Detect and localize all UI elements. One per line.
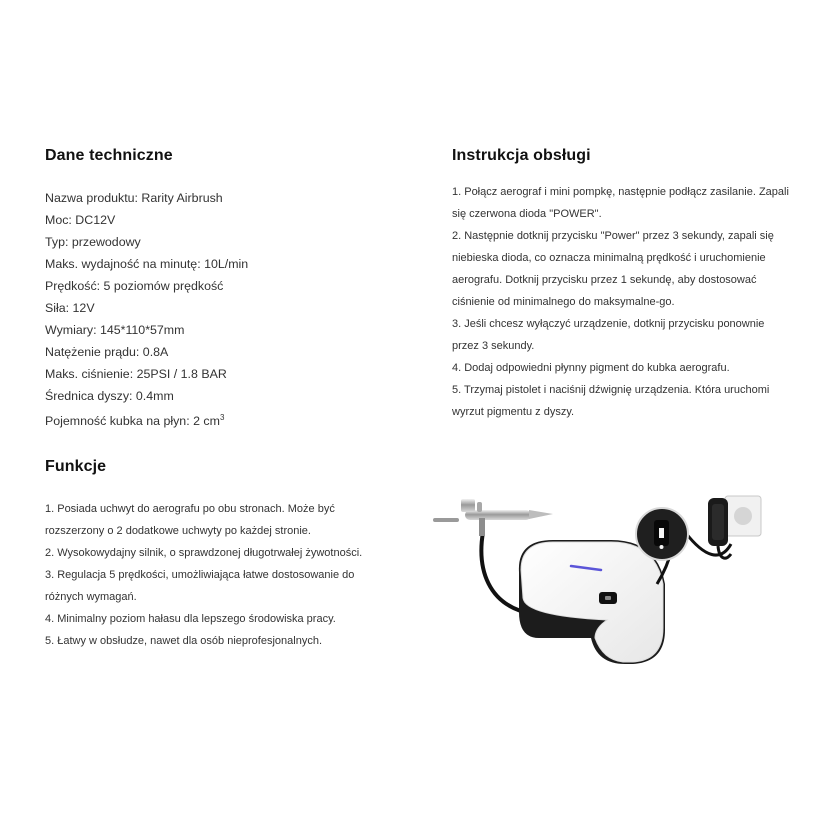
functions-list <box>45 498 375 652</box>
spec-item: Typ: przewodowy <box>45 235 141 249</box>
spec-item: Moc: DC12V <box>45 213 116 227</box>
instruction-step: 1. Połącz aerograf i mini pompkę, następnie podłącz zasilanie. Zapali się czerwona dioda "POWER". <box>452 186 789 220</box>
spec-item: Średnica dyszy: 0.4mm <box>45 389 174 403</box>
instructions-list <box>452 181 792 423</box>
instruction-step: 2. Następnie dotknij przycisku "Power" przez 3 sekundy, zapali się niebieska dioda, co oznacza minimalną prędkość i uruchomienie aerografu. Dotknij przycisku przez 1 sekundę, aby dostosować ciśnienie od minimalnego do maksymalne-go. <box>452 230 774 308</box>
airbrush-gun-icon <box>433 499 553 536</box>
spec-item: Prędkość: 5 poziomów prędkość <box>45 279 224 293</box>
spec-capacity-text: Pojemność kubka na płyn: 2 cm <box>45 414 220 429</box>
product-illustration <box>425 488 775 673</box>
spec-capacity-superscript: 3 <box>219 413 225 422</box>
compressor-icon <box>519 540 665 664</box>
spec-item: Maks. ciśnienie: 25PSI / 1.8 BAR <box>45 367 227 381</box>
spec-item: Maks. wydajność na minutę: 10L/min <box>45 257 249 271</box>
function-item: 2. Wysokowydajny silnik, o sprawdzonej długotrwałej żywotności. <box>45 547 363 559</box>
spec-item: Wymiary: 145*110*57mm <box>45 323 185 337</box>
product-image <box>425 488 775 673</box>
power-adapter-icon <box>708 496 761 558</box>
spec-list <box>45 187 248 432</box>
function-item: 4. Minimalny poziom hałasu dla lepszego środowiska pracy. <box>45 613 336 625</box>
spec-item <box>45 407 248 432</box>
spec-item: Natężenie prądu: 0.8A <box>45 345 169 359</box>
function-item: 3. Regulacja 5 prędkości, umożliwiająca łatwe dostosowanie do różnych wymagań. <box>45 569 355 603</box>
instruction-step: 3. Jeśli chcesz wyłączyć urządzenie, dotknij przycisku ponownie przez 3 sekundy. <box>452 318 765 352</box>
wall-socket-icon <box>636 508 688 560</box>
instructions-heading: Instrukcja obsługi <box>452 147 591 164</box>
instruction-step: 4. Dodaj odpowiedni płynny pigment do kubka aerografu. <box>452 362 730 374</box>
functions-heading: Funkcje <box>45 458 107 475</box>
tech-heading: Dane techniczne <box>45 147 173 164</box>
spec-item: Nazwa produktu: Rarity Airbrush <box>45 191 223 205</box>
function-item: 5. Łatwy w obsłudze, nawet dla osób nieprofesjonalnych. <box>45 635 323 647</box>
instruction-step: 5. Trzymaj pistolet i naciśnij dźwignię urządzenia. Która uruchomi wyrzut pigmentu z dyszy. <box>452 384 770 418</box>
function-item: 1. Posiada uchwyt do aerografu po obu stronach. Może być rozszerzony o 2 dodatkowe uchwyty po każdej stronie. <box>45 503 335 537</box>
spec-item: Siła: 12V <box>45 301 95 315</box>
